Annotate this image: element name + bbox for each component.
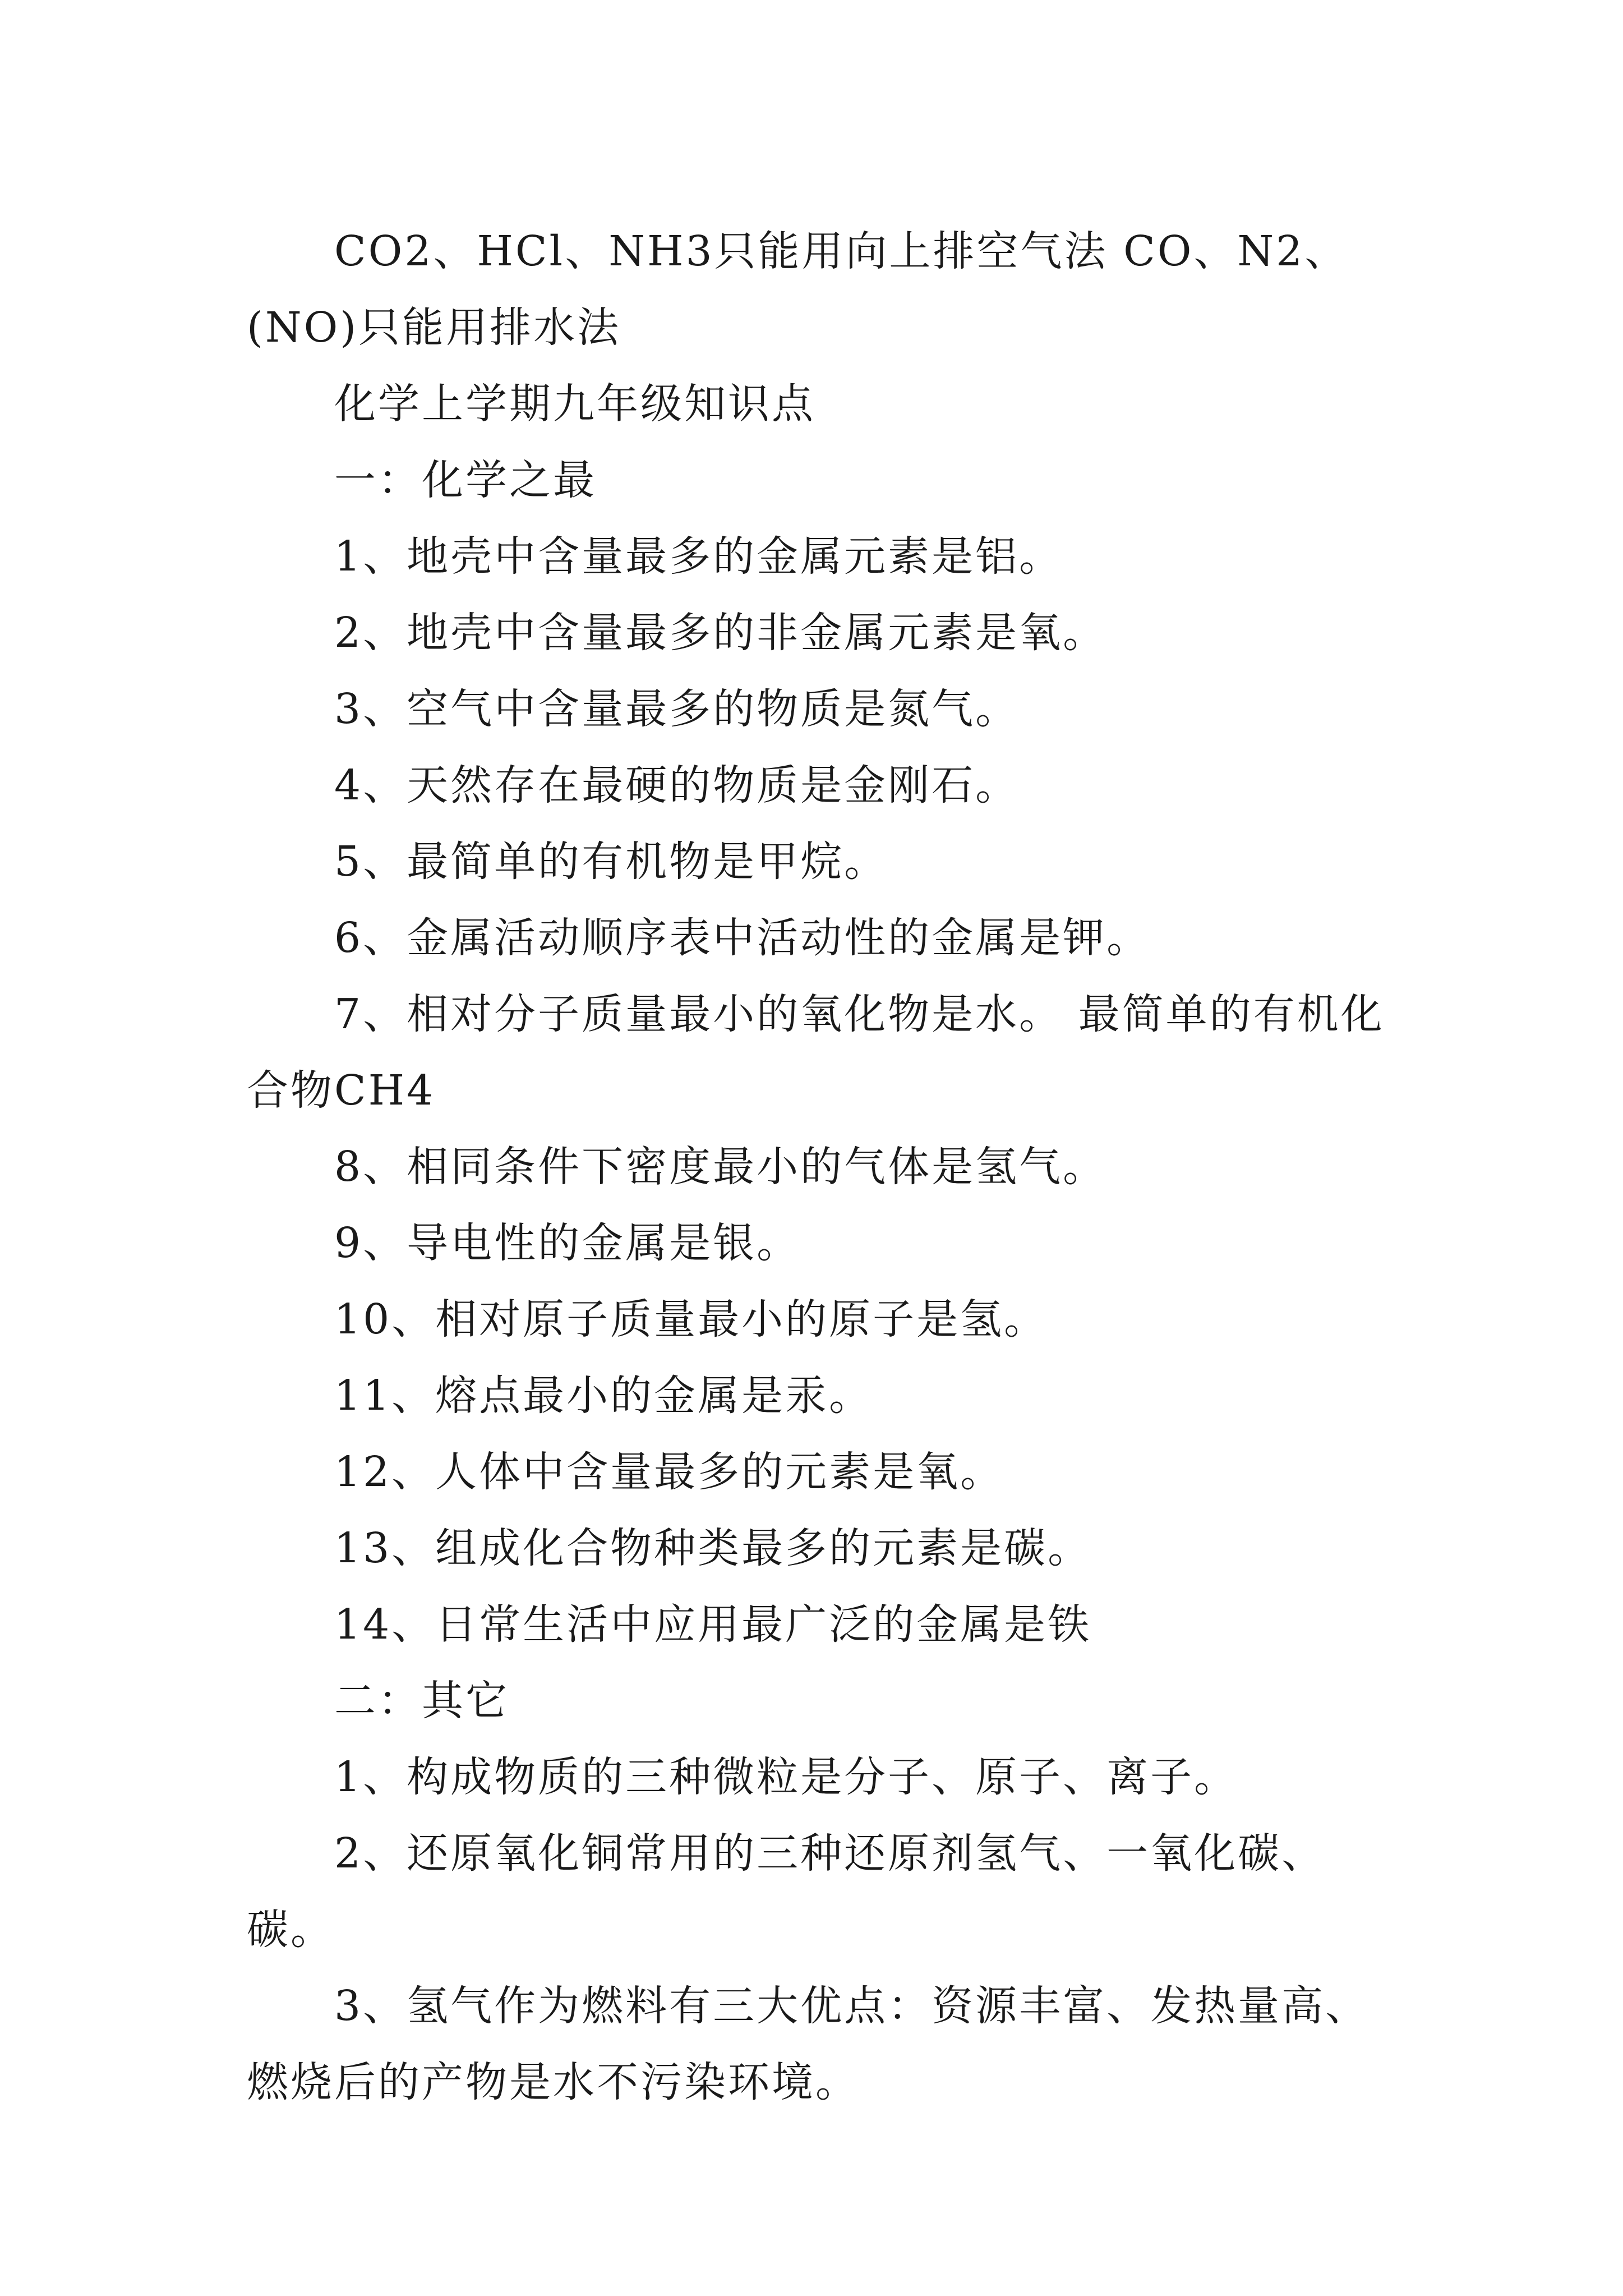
list-item: 3、氢气作为燃料有三大优点：资源丰富、发热量高、燃烧后的产物是水不污染环境。 — [247, 1982, 1370, 2106]
list-item: 7、相对分子质量最小的氧化物是水。 最简单的有机化合物CH4 — [247, 990, 1385, 1115]
list-item: 12、人体中含量最多的元素是氧。 — [334, 1448, 1004, 1496]
list-item: 1、地壳中含量最多的金属元素是铝。 — [334, 532, 1063, 581]
list-item: 2、还原氧化铜常用的三种还原剂氢气、一氧化碳、碳。 — [247, 1829, 1326, 1954]
heading-chemistry-superlatives: 一：化学之最 — [334, 456, 597, 504]
heading-other: 二：其它 — [334, 1677, 509, 1725]
list-item: 4、天然存在最硬的物质是金刚石。 — [334, 761, 1020, 809]
paragraph-gas-collection: CO2、HCl、NH3只能用向上排空气法 CO、N2、(NO)只能用排水法 — [247, 227, 1349, 352]
list-item: 11、熔点最小的金属是汞。 — [334, 1372, 873, 1420]
list-item: 1、构成物质的三种微粒是分子、原子、离子。 — [334, 1753, 1238, 1801]
section-title: 化学上学期九年级知识点 — [334, 380, 815, 428]
list-item: 9、导电性的金属是银。 — [334, 1219, 801, 1267]
list-item: 6、金属活动顺序表中活动性的金属是钾。 — [334, 914, 1151, 962]
list-item: 10、相对原子质量最小的原子是氢。 — [334, 1295, 1048, 1343]
list-item: 5、最简单的有机物是甲烷。 — [334, 838, 888, 886]
list-item: 13、组成化合物种类最多的元素是碳。 — [334, 1524, 1092, 1572]
list-item: 2、地壳中含量最多的非金属元素是氧。 — [334, 609, 1107, 657]
list-item: 14、日常生活中应用最广泛的金属是铁 — [334, 1600, 1092, 1649]
document-body — [247, 213, 1391, 2120]
list-item: 8、相同条件下密度最小的气体是氢气。 — [334, 1143, 1107, 1191]
list-item: 3、空气中含量最多的物质是氮气。 — [334, 685, 1020, 733]
